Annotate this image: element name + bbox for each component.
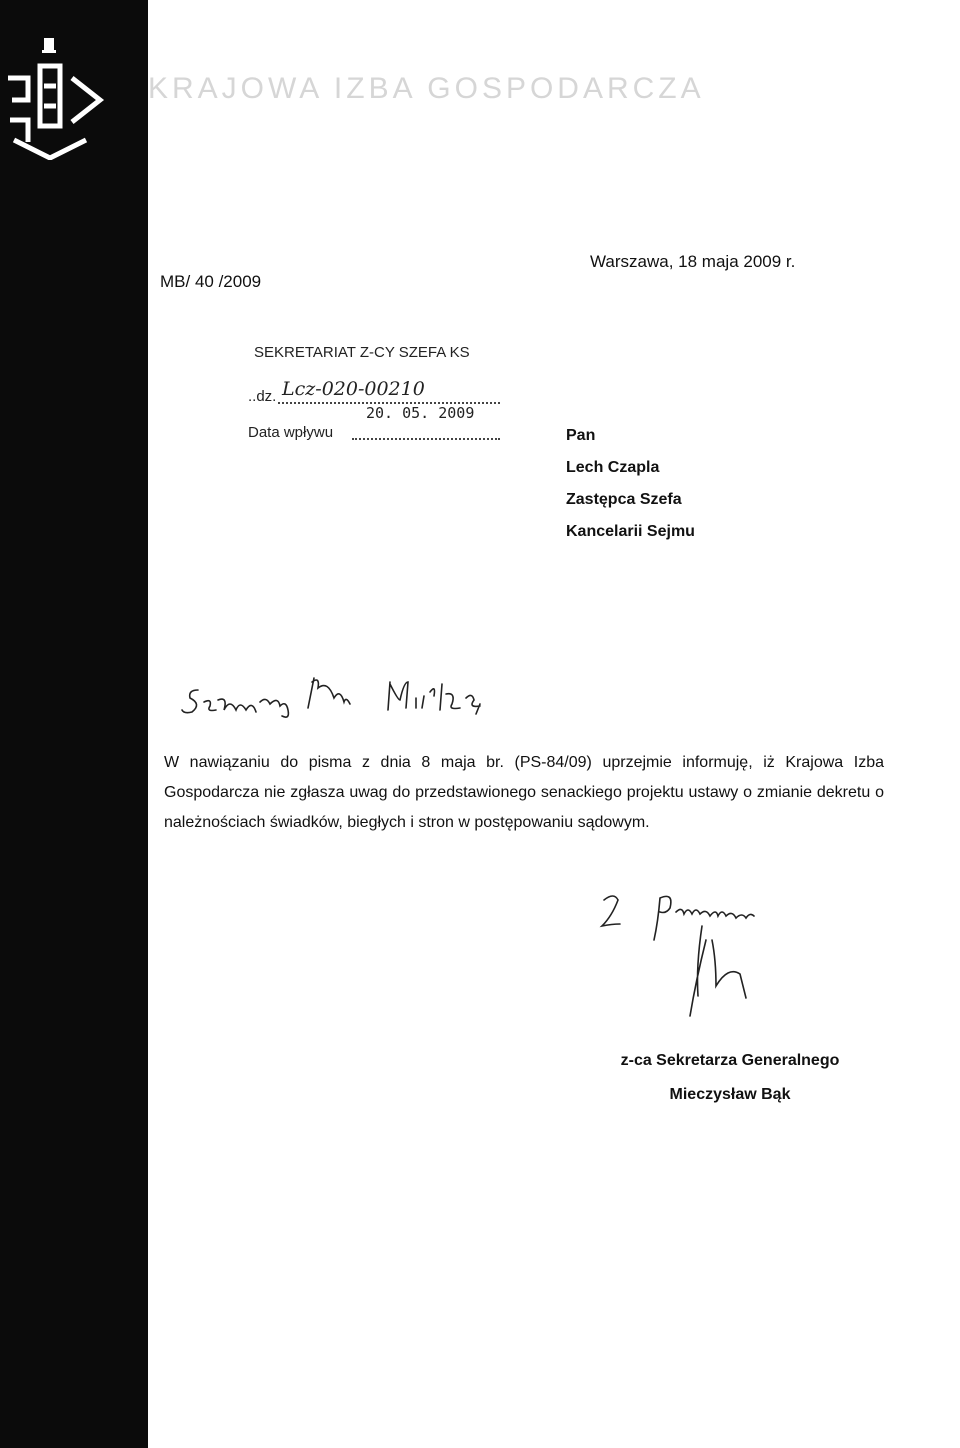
chamber-logo-icon (0, 30, 110, 160)
letterhead-sidebar (0, 0, 148, 1448)
stamp-title: SEKRETARIAT Z-CY SZEFA KS (254, 344, 470, 361)
footer-faint-line-2 (160, 1408, 166, 1422)
recipient-name: Lech Czapla (566, 459, 660, 476)
recipient-position: Zastępca Szefa (566, 491, 682, 508)
handwritten-closing-and-signature (590, 880, 820, 1040)
reference-number: MB/ 40 /2009 (160, 272, 262, 291)
signatory-name: Mieczysław Bąk (669, 1086, 791, 1103)
letter-date: Warszawa, 18 maja 2009 r. (590, 252, 796, 271)
signatory-block (560, 1044, 900, 1112)
recipient-salutation: Pan (566, 427, 596, 444)
stamp-received-label: Data wpływu (248, 424, 334, 441)
signatory-title: z-ca Sekretarza Generalnego (620, 1052, 840, 1069)
footer-faint-line-1 (160, 1386, 166, 1400)
recipient-office: Kancelarii Sejmu (566, 523, 695, 540)
registration-stamp (248, 344, 548, 454)
letter-body: W nawiązaniu do pisma z dnia 8 maja br. (PS-84/09) uprzejmie informuję, iż Krajowa Izba Gospodarcza nie zgłasza uwag do przedstawionego senackiego projektu ustawy o zmianie dekretu o należnościach świadków, biegłych i stron w postępowaniu sądowym. (164, 754, 884, 831)
stamp-ref-handwritten: Lcz-020-00210 (282, 378, 425, 400)
letterhead-name: KRAJOWA IZBA GOSPODARCZA (148, 72, 705, 105)
handwritten-greeting (180, 670, 540, 730)
stamp-ref-label: ..dz. (248, 388, 277, 405)
recipient-block (566, 420, 695, 548)
stamp-received-dots (352, 438, 500, 440)
stamp-received-date: 20. 05. 2009 (366, 404, 475, 422)
